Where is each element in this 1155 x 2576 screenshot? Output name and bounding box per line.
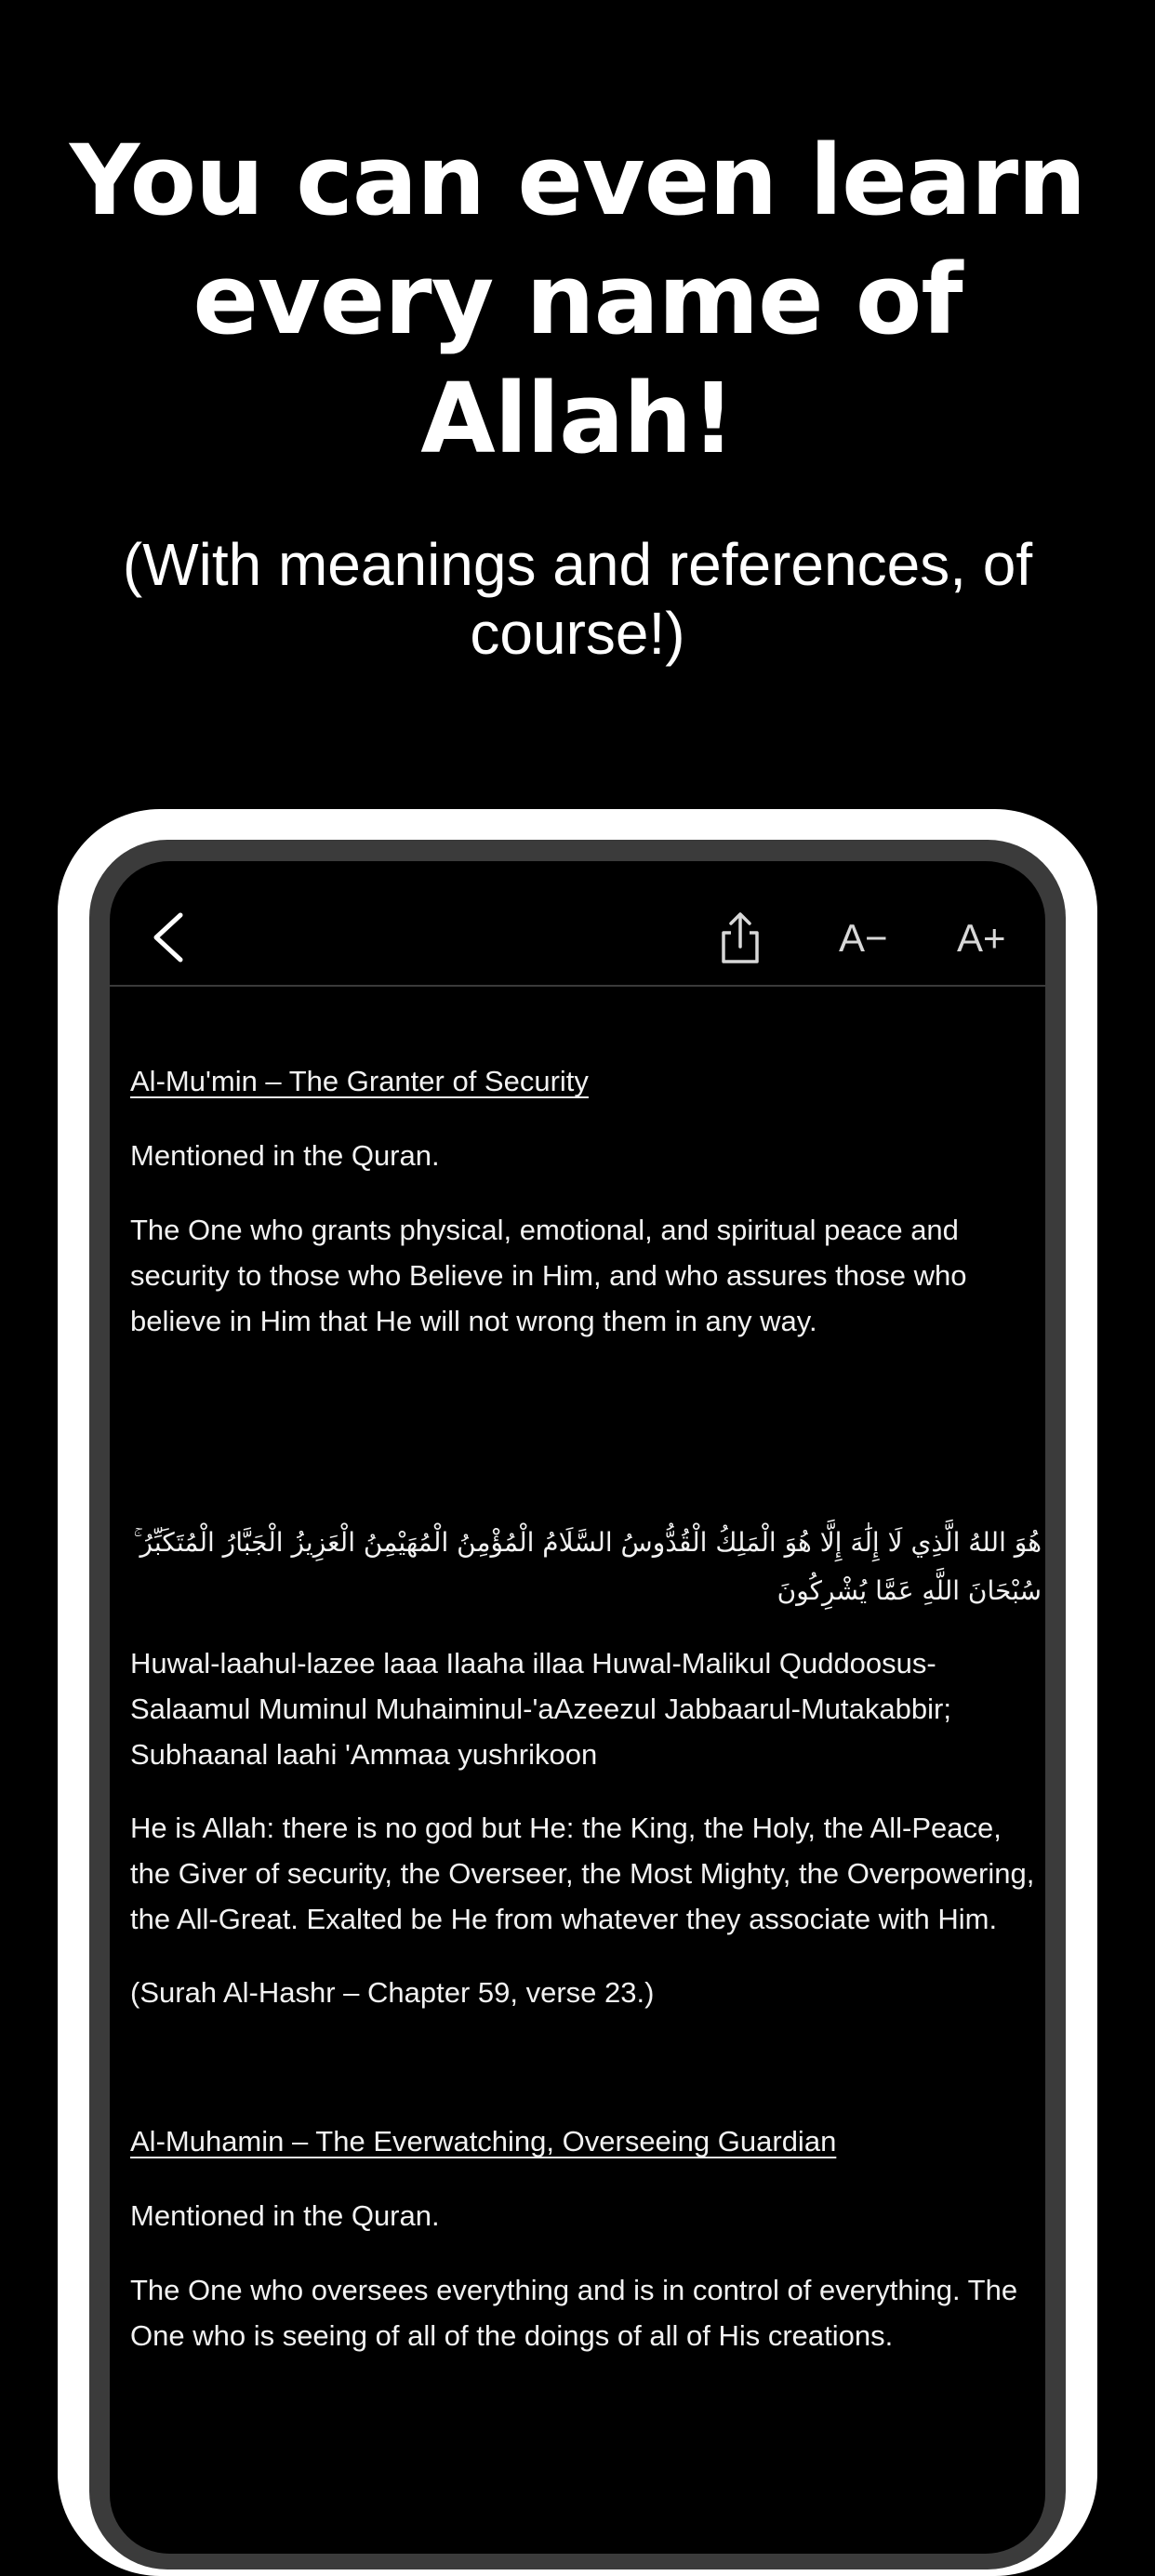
promo-headline: You can even learn every name of Allah! [69,124,1086,475]
entry-source: Mentioned in the Quran. [130,1139,440,1172]
chevron-left-icon [145,910,192,965]
promo-subheadline: (With meanings and references, of course!) [122,531,1033,667]
entry-arabic-verse: هُوَ اللهُ الَّذِي لَا إِلَٰهَ إِلَّا هُوَ الْمَلِكُ الْقُدُّوسُ السَّلَامُ الْمُؤْمِنُ الْمُهَيْمِنُ الْعَزِيزُ الْجَبَّارُ الْمُتَكَبِّرُ ۚ سُبْحَانَ اللَّهِ عَمَّا يُشْرِكُونَ [133,1527,1042,1606]
entry-description: The One who grants physical, emotional, and spiritual peace and security to those who Believe in Him, and who assures those who believe in Him that He will not wrong them in any way. [130,1214,967,1337]
share-button[interactable] [718,910,763,965]
entry-transliteration: Huwal-laahul-lazee laaa Ilaaha illaa Huwal-Malikul Quddoosus-Salaamul Muminul Muhaiminul-'aAzeezul Jabbaarul-Mutakabbir; Subhaanal laahi 'Ammaa yushrikoon [130,1647,951,1771]
entry-source: Mentioned in the Quran. [130,2199,440,2232]
back-button[interactable] [145,910,192,965]
app-screen [110,861,1045,2554]
font-decrease-button[interactable]: A− [839,916,888,960]
entry-title-al-mumin[interactable]: Al-Mu'min – The Granter of Security [130,1065,589,1097]
entry-description: The One who oversees everything and is in control of everything. The One who is seeing of all of the doings of all of His creations. [130,2274,1018,2352]
entry-reference: (Surah Al-Hashr – Chapter 59, verse 23.) [130,1976,655,2009]
share-icon [718,910,763,965]
toolbar [110,861,1045,987]
font-increase-button[interactable]: A+ [957,916,1006,960]
entry-title-al-muhamin[interactable]: Al-Muhamin – The Everwatching, Overseeing Guardian [130,2125,837,2158]
entry-translation: He is Allah: there is no god but He: the King, the Holy, the All-Peace, the Giver of security, the Overseer, the Most Mighty, the Overpowering, the All-Great. Exalted be He from whatever they associate with Him. [130,1812,1035,1935]
